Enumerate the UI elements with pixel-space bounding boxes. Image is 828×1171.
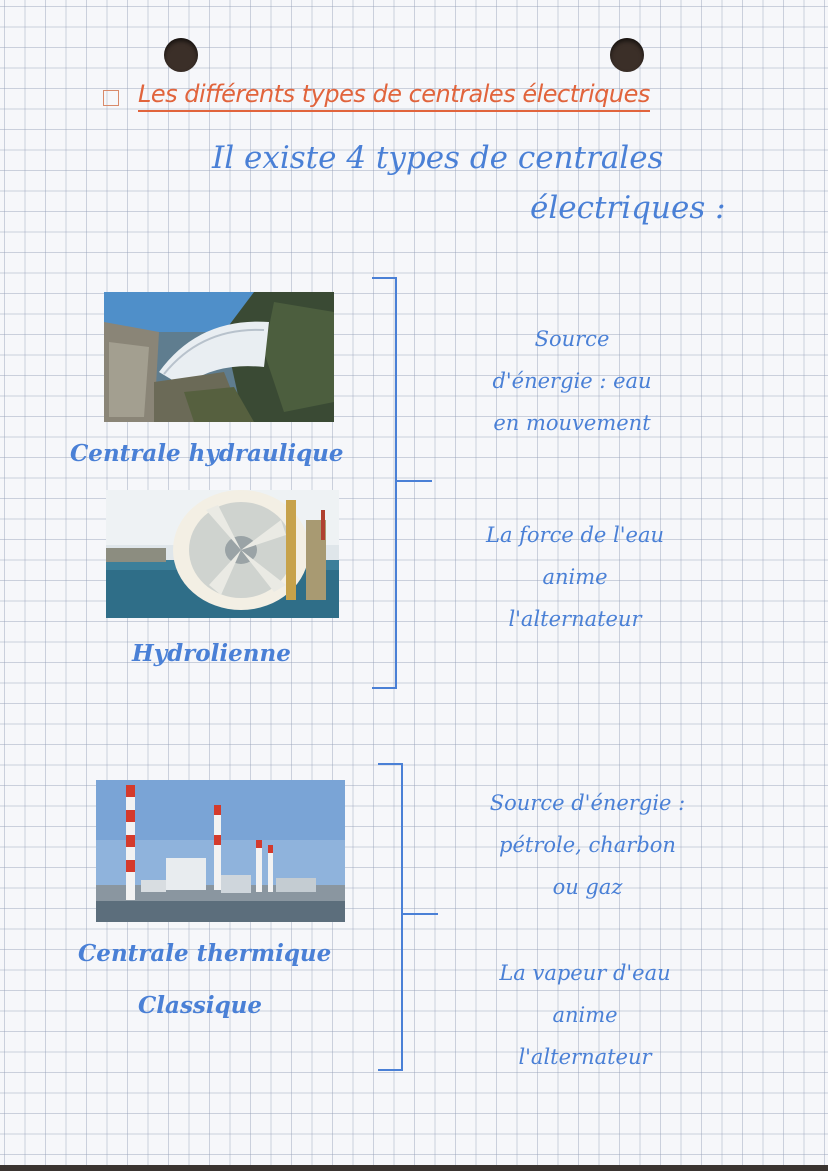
- desc-line: d'énergie : eau: [492, 369, 652, 393]
- label-tidal: Hydrolienne: [132, 640, 291, 667]
- label-thermal: Centrale thermique: [78, 940, 332, 967]
- punch-hole-left: [164, 38, 198, 72]
- description-hydraulic-mechanism: [455, 514, 695, 640]
- description-thermal-mechanism: [460, 952, 710, 1078]
- desc-line: l'alternateur: [518, 1045, 652, 1069]
- brace-section-2: [374, 760, 444, 1074]
- description-hydraulic-source: [462, 318, 682, 444]
- label-classic: Classique: [138, 992, 263, 1019]
- intro-line-2: électriques :: [530, 190, 726, 226]
- paper-bottom-edge: [0, 1165, 828, 1171]
- desc-line: pétrole, charbon: [499, 833, 676, 857]
- tidal-turbine-photo: [106, 490, 339, 618]
- intro-line-1: Il existe 4 types de centrales: [212, 140, 664, 176]
- desc-line: La vapeur d'eau: [499, 961, 671, 985]
- desc-line: anime: [552, 1003, 618, 1027]
- thermal-plant-photo: [96, 780, 345, 922]
- desc-line: Source d'énergie :: [489, 791, 686, 815]
- desc-line: La force de l'eau: [486, 523, 664, 547]
- page-title: Les différents types de centrales électriques: [138, 80, 650, 112]
- dam-photo: [104, 292, 334, 422]
- desc-line: l'alternateur: [508, 607, 642, 631]
- description-thermal-source: [450, 782, 725, 908]
- brace-section-1: [368, 276, 438, 692]
- punch-hole-right: [610, 38, 644, 72]
- label-hydraulic: Centrale hydraulique: [70, 440, 344, 467]
- desc-line: anime: [542, 565, 608, 589]
- desc-line: ou gaz: [552, 875, 623, 899]
- title-checkbox-icon: [103, 90, 119, 106]
- desc-line: en mouvement: [493, 411, 651, 435]
- desc-line: Source: [534, 327, 610, 351]
